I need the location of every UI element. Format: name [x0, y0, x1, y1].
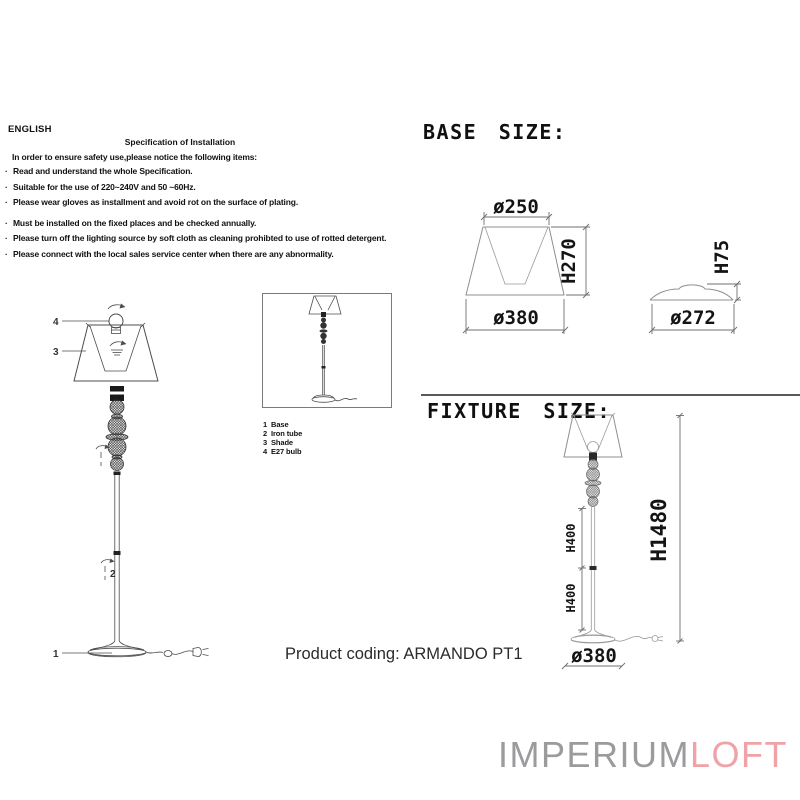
- ball-stack-drawing: [106, 400, 128, 471]
- bullet-icon: ·: [5, 166, 8, 176]
- legend-item: [263, 447, 302, 456]
- dim-shade-bottom-diameter: ø380: [493, 307, 539, 329]
- mini-cord: [335, 398, 357, 400]
- instruction-text: Suitable for the use of 220~240V and 50 ~60Hz.: [13, 181, 196, 192]
- legend-label: E27 bulb: [271, 447, 302, 456]
- base-size-heading: BASE SIZE:: [423, 120, 567, 144]
- bulb-drawing: [109, 314, 123, 334]
- legend-num: 4: [263, 447, 268, 456]
- language-label: ENGLISH: [8, 124, 52, 135]
- product-coding: [285, 645, 523, 664]
- callout-1-base: 1: [53, 649, 59, 660]
- dim-shade-top-diameter: ø250: [493, 196, 539, 218]
- instruction-item: [5, 231, 445, 247]
- mini-socket: [321, 312, 326, 317]
- instruction-text: Please wear gloves as installment and avoid rot on the surface of plating.: [13, 197, 299, 207]
- shade-dim-drawing: [463, 196, 590, 334]
- instruction-text: Must be installed on the fixed places and be checked annually.: [13, 217, 257, 228]
- instruction-text: Read and understand the whole Specification.: [13, 166, 193, 176]
- base-drawing: [88, 641, 146, 657]
- instruction-item: [5, 195, 445, 211]
- spec-intro: In order to ensure safety use,please notice the following items:: [12, 152, 257, 162]
- instruction-item: [5, 216, 445, 232]
- legend-label: Iron tube: [271, 429, 303, 438]
- fixture-bulb: [588, 442, 599, 453]
- dim-lower-segment-lines: [578, 568, 586, 633]
- mini-ball-stack: [320, 318, 328, 345]
- brand-name-primary: IMPERIUM: [497, 734, 690, 775]
- dim-total-height-lines: [676, 413, 684, 644]
- rotate-arrow-icon: [96, 445, 110, 467]
- rotate-arrow-icon: [110, 341, 127, 356]
- fixture-size-drawing: [555, 403, 800, 678]
- instruction-item: [5, 247, 445, 263]
- dim-pedestal-diameter: ø272: [670, 307, 716, 329]
- spec-title: Specification of Installation: [124, 137, 236, 147]
- bullet-icon: ·: [5, 248, 8, 259]
- fixture-cord: [615, 636, 663, 642]
- product-coding-label: Product coding:: [285, 645, 400, 663]
- mini-shade: [309, 296, 341, 314]
- dim-upper-segment: H400: [564, 523, 578, 553]
- fixture-ball-stack: [585, 460, 601, 507]
- fixture-shade: [564, 413, 622, 457]
- exploded-lamp-drawing: [40, 290, 220, 670]
- bullet-icon: ·: [5, 233, 8, 243]
- legend-label: Base: [271, 420, 289, 429]
- instruction-list: [5, 164, 445, 262]
- legend-item: [263, 420, 302, 429]
- brand-name-secondary: LOFT: [689, 734, 788, 775]
- shade-drawing: [74, 323, 158, 381]
- brand-logo: [498, 734, 788, 776]
- callout-4-bulb: 4: [53, 317, 59, 328]
- bullet-icon: ·: [5, 217, 8, 228]
- parts-diagram-box: [262, 293, 392, 408]
- dim-base-diameter: ø380: [571, 645, 617, 667]
- instruction-item: [5, 164, 445, 180]
- dim-shade-height: H270: [558, 238, 580, 284]
- rotate-arrow-icon: [108, 304, 126, 310]
- instruction-text: Please connect with the local sales service center when there are any abnormality.: [13, 248, 334, 259]
- dim-lower-segment: H400: [564, 583, 578, 613]
- pedestal-dim-drawing: [649, 240, 741, 334]
- legend-item: [263, 429, 302, 438]
- instruction-text: Please turn off the lighting source by soft cloth as cleaning prohibted to use of rotted detergent.: [13, 233, 387, 243]
- callout-2-iron-tube: 2: [110, 569, 116, 580]
- legend-num: 1: [263, 420, 268, 429]
- mini-lamp-drawing: [263, 294, 389, 405]
- parts-legend: [263, 420, 302, 456]
- fixture-base: [571, 630, 615, 643]
- instruction-item: [5, 180, 445, 196]
- stem-drawing: [114, 472, 121, 642]
- mini-base: [312, 395, 335, 402]
- product-coding-value: ARMANDO PT1: [403, 645, 523, 663]
- legend-label: Shade: [271, 438, 294, 447]
- legend-num: 2: [263, 429, 268, 438]
- dim-total-height: H1480: [647, 498, 671, 562]
- dim-pedestal-height: H75: [711, 239, 733, 275]
- fixture-size-heading: FIXTURE SIZE:: [427, 399, 612, 423]
- dim-upper-segment-lines: [578, 506, 586, 571]
- mini-stem: [322, 345, 326, 395]
- legend-item: [263, 438, 302, 447]
- bullet-icon: ·: [5, 197, 8, 207]
- base-size-drawing: [455, 185, 800, 345]
- legend-num: 3: [263, 438, 268, 447]
- power-cord-drawing: [146, 648, 209, 657]
- socket-drawing: [110, 386, 124, 401]
- section-divider: [421, 394, 800, 396]
- fixture-stem: [590, 507, 597, 630]
- callout-3-shade: 3: [53, 347, 59, 358]
- bullet-icon: ·: [5, 181, 8, 192]
